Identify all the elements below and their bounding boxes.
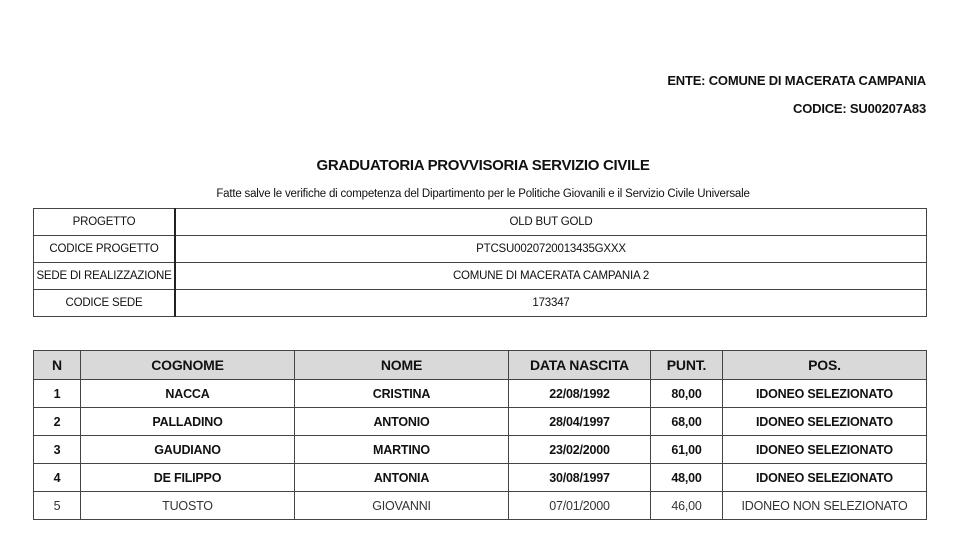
cell-nome: CRISTINA <box>295 380 509 408</box>
info-row-progetto <box>34 209 927 236</box>
cell-punt: 46,00 <box>651 492 723 520</box>
cell-cognome: GAUDIANO <box>81 436 295 464</box>
column-header-punt: PUNT. <box>651 351 723 380</box>
page-title: GRADUATORIA PROVVISORIA SERVIZIO CIVILE <box>316 157 650 174</box>
cell-n: 1 <box>34 380 81 408</box>
codice-heading: CODICE: SU00207A83 <box>793 101 926 116</box>
cell-data-nascita: 07/01/2000 <box>509 492 651 520</box>
page-subtitle: Fatte salve le verifiche di competenza del Dipartimento per le Politiche Giovanili e il Servizio Civile Universale <box>216 188 750 200</box>
info-value: OLD BUT GOLD <box>175 209 927 236</box>
cell-pos: IDONEO SELEZIONATO <box>723 464 927 492</box>
project-info-table <box>33 208 927 317</box>
cell-pos: IDONEO SELEZIONATO <box>723 408 927 436</box>
info-row-sede <box>34 263 927 290</box>
cell-punt: 68,00 <box>651 408 723 436</box>
cell-data-nascita: 23/02/2000 <box>509 436 651 464</box>
table-row <box>34 492 927 520</box>
table-row <box>34 408 927 436</box>
cell-nome: ANTONIO <box>295 408 509 436</box>
info-value: COMUNE DI MACERATA CAMPANIA 2 <box>175 263 927 290</box>
table-row <box>34 436 927 464</box>
cell-nome: ANTONIA <box>295 464 509 492</box>
cell-nome: MARTINO <box>295 436 509 464</box>
cell-nome: GIOVANNI <box>295 492 509 520</box>
table-row <box>34 380 927 408</box>
cell-data-nascita: 22/08/1992 <box>509 380 651 408</box>
cell-punt: 61,00 <box>651 436 723 464</box>
ente-heading: ENTE: COMUNE DI MACERATA CAMPANIA <box>667 73 926 88</box>
column-header-n: N <box>34 351 81 380</box>
cell-n: 2 <box>34 408 81 436</box>
table-row <box>34 464 927 492</box>
cell-cognome: PALLADINO <box>81 408 295 436</box>
column-header-cognome: COGNOME <box>81 351 295 380</box>
column-header-data-nascita: DATA NASCITA <box>509 351 651 380</box>
column-header-pos: POS. <box>723 351 927 380</box>
info-row-codice-progetto <box>34 236 927 263</box>
info-label: SEDE DI REALIZZAZIONE <box>34 263 176 290</box>
ranking-table <box>33 350 927 520</box>
cell-n: 3 <box>34 436 81 464</box>
cell-pos: IDONEO SELEZIONATO <box>723 380 927 408</box>
info-label: CODICE PROGETTO <box>34 236 176 263</box>
cell-punt: 48,00 <box>651 464 723 492</box>
cell-cognome: DE FILIPPO <box>81 464 295 492</box>
cell-n: 4 <box>34 464 81 492</box>
info-label: PROGETTO <box>34 209 176 236</box>
cell-n: 5 <box>34 492 81 520</box>
info-value: 173347 <box>175 290 927 317</box>
cell-data-nascita: 28/04/1997 <box>509 408 651 436</box>
info-label: CODICE SEDE <box>34 290 176 317</box>
cell-punt: 80,00 <box>651 380 723 408</box>
ranking-header-row <box>34 351 927 380</box>
cell-cognome: TUOSTO <box>81 492 295 520</box>
cell-pos: IDONEO NON SELEZIONATO <box>723 492 927 520</box>
cell-cognome: NACCA <box>81 380 295 408</box>
cell-pos: IDONEO SELEZIONATO <box>723 436 927 464</box>
cell-data-nascita: 30/08/1997 <box>509 464 651 492</box>
info-value: PTCSU0020720013435GXXX <box>175 236 927 263</box>
column-header-nome: NOME <box>295 351 509 380</box>
info-row-codice-sede <box>34 290 927 317</box>
